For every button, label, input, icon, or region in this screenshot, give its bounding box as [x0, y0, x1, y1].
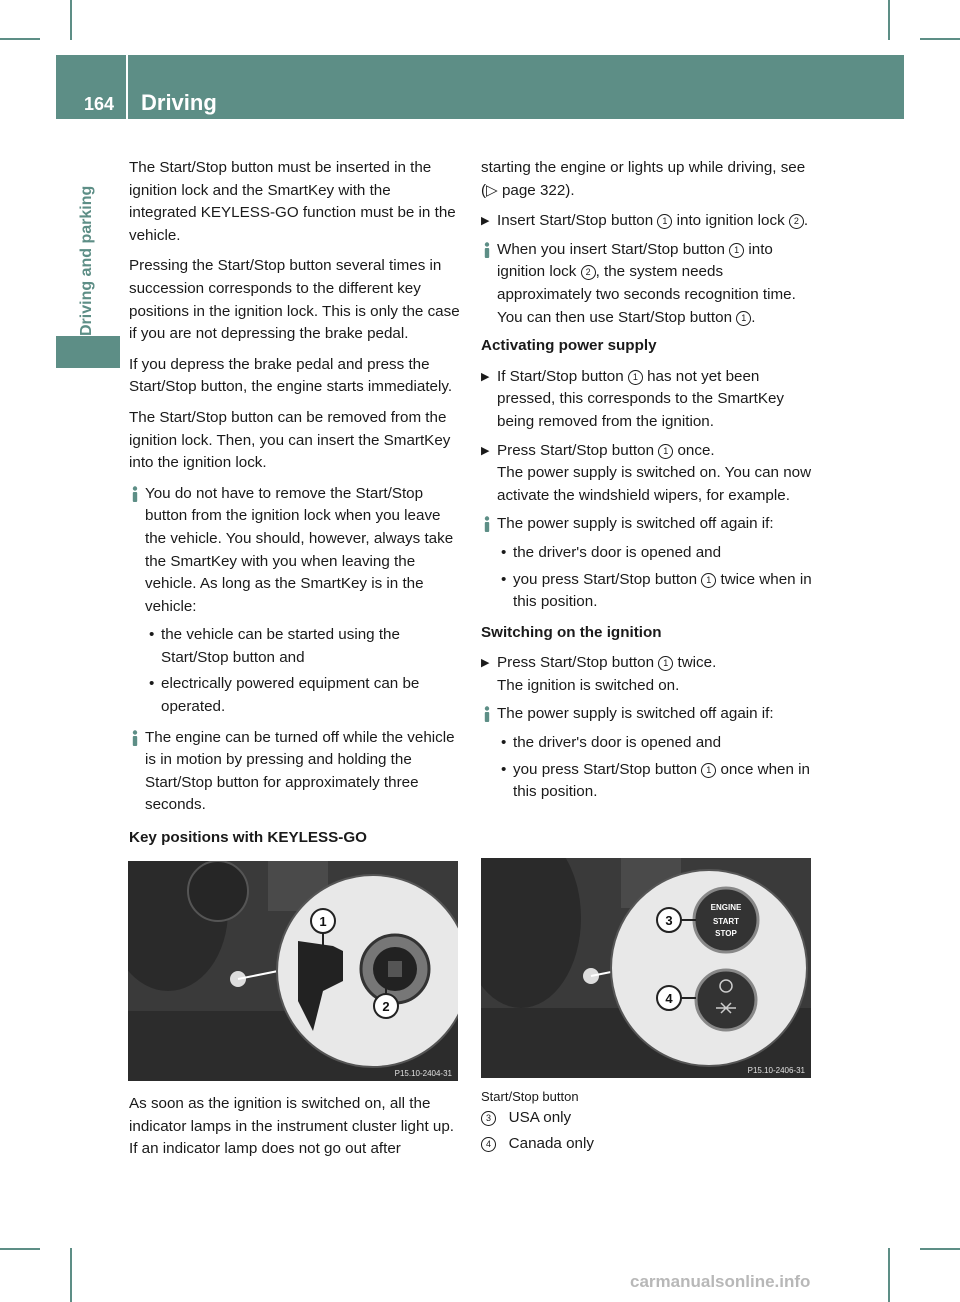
step-text: . — [803, 212, 809, 230]
photo-marker-1: 1 — [319, 914, 327, 929]
info-text: The power supply is switched off again if: — [497, 515, 774, 533]
info-note — [481, 703, 813, 726]
step-text: twice. — [673, 654, 717, 672]
info-text: The engine can be turned off while the vehicle is in motion by pressing and holding the Start/Stop button for approximately three seconds. — [145, 728, 455, 814]
marker-2: 2 — [789, 214, 804, 229]
ignition-lock-photo — [128, 861, 458, 1081]
list-item-text: the driver's door is opened and — [513, 543, 722, 561]
photo-code: P15.10-2404-31 — [394, 1069, 452, 1078]
crop-mark — [888, 0, 890, 40]
marker-1: 1 — [657, 214, 672, 229]
list-item-text: the driver's door is opened and — [513, 734, 722, 752]
step-text: into ignition lock — [672, 212, 789, 230]
list-item-text: once when in this position. — [513, 760, 810, 801]
photo-marker-4: 4 — [665, 991, 673, 1006]
list-item-text: the vehicle can be started using the Start/Stop button and — [161, 626, 400, 666]
info-icon — [481, 706, 493, 722]
info-icon — [481, 242, 493, 258]
crop-mark — [888, 1248, 890, 1302]
list-item: • you press Start/Stop button 1 twice when in this position. — [501, 570, 812, 611]
heading-ignition: Switching on the ignition — [481, 623, 662, 641]
photo-marker-3: 3 — [665, 913, 673, 928]
legend-text: Canada only — [508, 1135, 594, 1152]
info-note — [481, 239, 813, 329]
crop-mark — [70, 1248, 72, 1302]
arrow-icon: ▶ — [481, 215, 490, 228]
left-column-bottom — [129, 1093, 461, 1169]
button-text-start: START — [712, 917, 740, 926]
info-note — [129, 483, 461, 619]
legend-marker: 4 — [481, 1137, 496, 1152]
marker-2: 2 — [581, 265, 596, 280]
info-text: into ignition lock — [497, 240, 773, 281]
info-text: You do not have to remove the Start/Stop button from the ignition lock when you leave the vehicle. You should, however, always take the SmartKey with you when leaving the vehicle. As long as the SmartKey is in the vehicle: — [145, 484, 454, 615]
list-item: • you press Start/Stop button 1 once when in this position. — [501, 760, 810, 801]
legend-marker: 3 — [481, 1111, 496, 1126]
info-icon — [481, 516, 493, 532]
crop-mark — [70, 0, 72, 40]
info-icon — [129, 486, 141, 502]
legend-text: USA only — [508, 1109, 572, 1126]
info-note — [129, 727, 461, 817]
heading-key-positions: Key positions with KEYLESS-GO — [129, 829, 367, 847]
right-column — [481, 157, 813, 808]
crop-mark — [920, 38, 960, 40]
start-stop-illustration — [481, 858, 811, 1078]
legend-item — [481, 1109, 811, 1126]
marker-1: 1 — [628, 370, 643, 385]
step-text: Press Start/Stop button — [497, 441, 659, 459]
start-stop-button-photo — [481, 858, 811, 1078]
step-result: The ignition is switched on. — [497, 676, 680, 694]
step-text: once. — [673, 441, 715, 459]
button-text-stop: STOP — [715, 929, 737, 938]
watermark[interactable]: carmanualsonline.info — [630, 1272, 811, 1291]
info-icon — [129, 730, 141, 746]
info-text: When you insert Start/Stop button — [497, 240, 730, 258]
side-tab-line: Driving and parking — [78, 185, 95, 336]
list-item-text: you press Start/Stop button — [513, 570, 702, 588]
info-note — [481, 513, 813, 536]
step-result: The power supply is switched on. You can now activate the windshield wipers, for example. — [497, 464, 812, 504]
heading-power-supply: Activating power supply — [481, 337, 657, 355]
list-item: • the driver's door is opened and — [501, 734, 722, 752]
marker-1: 1 — [701, 763, 716, 778]
left-column — [129, 157, 461, 858]
list-item-text: you press Start/Stop button — [513, 760, 702, 778]
crop-mark — [0, 1248, 40, 1250]
paragraph: If you depress the brake pedal and press the Start/Stop button, the engine starts immediately. — [129, 355, 453, 396]
marker-1: 1 — [736, 311, 751, 326]
photo-marker-2: 2 — [382, 999, 390, 1014]
instruction-step — [481, 210, 813, 233]
step-text: has not yet been pressed, this corresponds to the SmartKey being removed from the ignition. — [497, 367, 785, 430]
step-text: Insert Start/Stop button — [497, 212, 658, 230]
marker-1: 1 — [658, 656, 673, 671]
side-tab-block — [56, 336, 120, 368]
list-item: • the vehicle can be started using the Start/Stop button and — [149, 626, 400, 666]
arrow-icon: ▶ — [481, 370, 490, 383]
header-divider — [126, 55, 128, 119]
marker-1: 1 — [729, 243, 744, 258]
crop-mark — [920, 1248, 960, 1250]
section-title: Driving — [141, 90, 217, 115]
photo-code: P15.10-2406-31 — [747, 1066, 805, 1075]
paragraph: As soon as the ignition is switched on, all the indicator lamps in the instrument cluster light up. If an indicator lamp does not go out after — [129, 1095, 454, 1158]
marker-1: 1 — [701, 573, 716, 588]
list-item-text: twice when in this position. — [513, 570, 812, 611]
button-text-engine: ENGINE — [710, 903, 742, 912]
legend-item — [481, 1135, 811, 1152]
arrow-icon: ▶ — [481, 444, 490, 457]
figure-caption: Start/Stop button — [481, 1089, 579, 1104]
step-text: Press Start/Stop button — [497, 654, 659, 672]
side-tab — [56, 126, 120, 336]
page-number: 164 — [84, 94, 115, 114]
marker-1: 1 — [658, 444, 673, 459]
step-text: If Start/Stop button — [497, 367, 628, 385]
paragraph: The Start/Stop button must be inserted in the ignition lock and the SmartKey with the integrated KEYLESS-GO function must be in the vehicle. — [129, 159, 456, 244]
list-item: • the driver's door is opened and — [501, 543, 722, 561]
arrow-icon: ▶ — [481, 657, 490, 670]
list-item-text: electrically powered equipment can be operated. — [161, 675, 420, 716]
info-text: The power supply is switched off again if: — [497, 705, 774, 723]
paragraph: The Start/Stop button can be removed from the ignition lock. Then, you can insert the SmartKey into the ignition lock. — [129, 408, 451, 472]
instruction-step — [481, 366, 813, 434]
side-tab-label — [74, 126, 100, 336]
instruction-step — [481, 440, 813, 508]
info-text: . — [751, 308, 756, 326]
instruction-step — [481, 652, 813, 697]
paragraph: Pressing the Start/Stop button several times in succession corresponds to the different key positions in the ignition lock. This is only the case if you are not depressing the brake pedal. — [129, 257, 460, 343]
crop-mark — [0, 38, 40, 40]
info-text: , the system needs approximately two seconds recognition time. You can then use Start/Stop button — [497, 263, 796, 326]
ignition-lock-illustration — [128, 861, 458, 1081]
paragraph: starting the engine or lights up while driving, see (▷ page 322). — [481, 159, 806, 199]
list-item: • electrically powered equipment can be operated. — [149, 675, 420, 716]
